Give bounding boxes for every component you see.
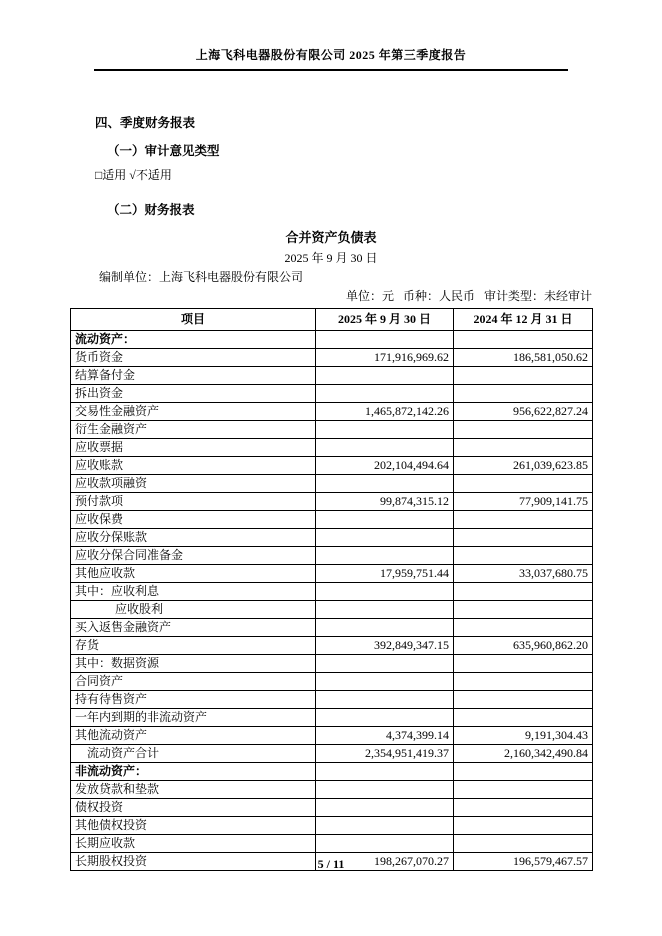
table-row <box>71 835 593 853</box>
item-label-cell: 应收分保合同准备金 <box>71 547 316 565</box>
value-cell-2025-09-30: 99,874,315.12 <box>316 493 454 511</box>
section-label-cell: 流动资产： <box>71 331 316 349</box>
subsection-heading-financial-statements: （二）财务报表 <box>107 203 195 217</box>
table-row <box>71 457 593 475</box>
statement-date: 2025 年 9 月 30 日 <box>284 251 378 265</box>
value-cell-2025-09-30 <box>316 655 454 673</box>
table-header-item: 项目 <box>71 309 316 331</box>
value-cell-2024-12-31 <box>454 673 593 691</box>
value-cell-2024-12-31 <box>454 547 593 565</box>
item-label-cell: 应收款项融资 <box>71 475 316 493</box>
item-label-cell: 其他债权投资 <box>71 817 316 835</box>
value-cell-2025-09-30: 392,849,347.15 <box>316 637 454 655</box>
page-content <box>0 113 662 871</box>
table-row <box>71 385 593 403</box>
table-row <box>71 727 593 745</box>
item-label-cell: 结算备付金 <box>71 367 316 385</box>
value-cell-2025-09-30 <box>316 475 454 493</box>
table-row <box>71 619 593 637</box>
value-cell-2024-12-31 <box>454 331 593 349</box>
value-cell-2024-12-31 <box>454 655 593 673</box>
table-header-2024-12-31: 2024 年 12 月 31 日 <box>454 309 593 331</box>
value-cell-2024-12-31 <box>454 709 593 727</box>
value-cell-2025-09-30: 202,104,494.64 <box>316 457 454 475</box>
table-row <box>71 799 593 817</box>
table-row <box>71 367 593 385</box>
value-cell-2025-09-30 <box>316 835 454 853</box>
balance-sheet-table <box>70 308 593 871</box>
item-label-cell: 其中：应收利息 <box>71 583 316 601</box>
value-cell-2024-12-31: 77,909,141.75 <box>454 493 593 511</box>
value-cell-2025-09-30 <box>316 619 454 637</box>
value-cell-2025-09-30 <box>316 709 454 727</box>
value-cell-2024-12-31 <box>454 511 593 529</box>
subsection-heading-audit-opinion-type: （一）审计意见类型 <box>107 144 220 158</box>
item-label-cell: 存货 <box>71 637 316 655</box>
value-cell-2024-12-31: 9,191,304.43 <box>454 727 593 745</box>
table-row <box>71 493 593 511</box>
item-label-cell: 债权投资 <box>71 799 316 817</box>
table-row <box>71 655 593 673</box>
value-cell-2024-12-31 <box>454 799 593 817</box>
value-cell-2025-09-30 <box>316 763 454 781</box>
item-label-cell: 应收分保账款 <box>71 529 316 547</box>
table-row <box>71 439 593 457</box>
value-cell-2024-12-31 <box>454 835 593 853</box>
item-label-cell: 持有待售资产 <box>71 691 316 709</box>
table-row <box>71 511 593 529</box>
value-cell-2025-09-30 <box>316 799 454 817</box>
item-label-cell: 流动资产合计 <box>71 745 316 763</box>
value-cell-2025-09-30 <box>316 331 454 349</box>
value-cell-2024-12-31: 261,039,623.85 <box>454 457 593 475</box>
table-row <box>71 547 593 565</box>
item-label-cell: 长期应收款 <box>71 835 316 853</box>
item-label-cell: 发放贷款和垫款 <box>71 781 316 799</box>
value-cell-2024-12-31 <box>454 691 593 709</box>
table-row <box>71 529 593 547</box>
value-cell-2024-12-31 <box>454 601 593 619</box>
unit-currency-audit-line: 单位：元 币种：人民币 审计类型：未经审计 <box>345 289 592 303</box>
table-header-row <box>71 309 593 331</box>
item-label-cell: 其他应收款 <box>71 565 316 583</box>
table-row <box>71 565 593 583</box>
value-cell-2024-12-31: 956,622,827.24 <box>454 403 593 421</box>
value-cell-2025-09-30 <box>316 367 454 385</box>
value-cell-2025-09-30 <box>316 601 454 619</box>
table-row <box>71 709 593 727</box>
value-cell-2025-09-30 <box>316 439 454 457</box>
table-row <box>71 817 593 835</box>
value-cell-2025-09-30: 4,374,399.14 <box>316 727 454 745</box>
value-cell-2025-09-30: 1,465,872,142.26 <box>316 403 454 421</box>
table-row <box>71 601 593 619</box>
value-cell-2024-12-31 <box>454 817 593 835</box>
value-cell-2025-09-30 <box>316 583 454 601</box>
value-cell-2024-12-31 <box>454 763 593 781</box>
table-header-2025-09-30: 2025 年 9 月 30 日 <box>316 309 454 331</box>
item-label-cell: 货币资金 <box>71 349 316 367</box>
section-label-cell: 非流动资产： <box>71 763 316 781</box>
value-cell-2025-09-30: 17,959,751.44 <box>316 565 454 583</box>
value-cell-2025-09-30 <box>316 529 454 547</box>
value-cell-2025-09-30 <box>316 691 454 709</box>
table-body <box>71 331 593 871</box>
value-cell-2025-09-30: 171,916,969.62 <box>316 349 454 367</box>
value-cell-2024-12-31 <box>454 421 593 439</box>
prepared-by-line: 编制单位：上海飞科电器股份有限公司 <box>99 270 304 284</box>
report-title: 上海飞科电器股份有限公司 2025 年第三季度报告 <box>195 48 467 62</box>
item-label-cell: 长期股权投资 <box>71 853 316 871</box>
table-row <box>71 583 593 601</box>
value-cell-2024-12-31 <box>454 781 593 799</box>
value-cell-2024-12-31: 2,160,342,490.84 <box>454 745 593 763</box>
value-cell-2025-09-30 <box>316 781 454 799</box>
value-cell-2024-12-31 <box>454 583 593 601</box>
audit-applicability-line: □适用 √不适用 <box>95 168 172 182</box>
page-number: 5 / 11 <box>317 857 345 871</box>
item-label-cell: 合同资产 <box>71 673 316 691</box>
item-label-cell: 应收保费 <box>71 511 316 529</box>
table-row <box>71 475 593 493</box>
section-row <box>71 763 593 781</box>
value-cell-2025-09-30 <box>316 547 454 565</box>
item-label-cell: 应收账款 <box>71 457 316 475</box>
page-footer <box>0 857 662 872</box>
value-cell-2025-09-30 <box>316 385 454 403</box>
table-row <box>71 403 593 421</box>
item-label-cell: 拆出资金 <box>71 385 316 403</box>
table-row <box>71 781 593 799</box>
value-cell-2024-12-31 <box>454 439 593 457</box>
table-row <box>71 745 593 763</box>
value-cell-2024-12-31: 196,579,467.57 <box>454 853 593 871</box>
page-header <box>94 0 568 71</box>
value-cell-2025-09-30 <box>316 673 454 691</box>
value-cell-2024-12-31 <box>454 367 593 385</box>
section-heading-quarterly-financial-statements: 四、季度财务报表 <box>95 116 196 130</box>
table-row <box>71 349 593 367</box>
value-cell-2025-09-30 <box>316 817 454 835</box>
section-row <box>71 331 593 349</box>
value-cell-2024-12-31 <box>454 385 593 403</box>
table-row <box>71 691 593 709</box>
item-label-cell: 应收票据 <box>71 439 316 457</box>
value-cell-2024-12-31: 635,960,862.20 <box>454 637 593 655</box>
value-cell-2024-12-31 <box>454 475 593 493</box>
value-cell-2025-09-30 <box>316 421 454 439</box>
table-row <box>71 637 593 655</box>
value-cell-2025-09-30: 198,267,070.27 <box>316 853 454 871</box>
item-label-cell: 衍生金融资产 <box>71 421 316 439</box>
item-label-cell: 一年内到期的非流动资产 <box>71 709 316 727</box>
table-row <box>71 673 593 691</box>
item-label-cell: 其中：数据资源 <box>71 655 316 673</box>
item-label-cell: 买入返售金融资产 <box>71 619 316 637</box>
value-cell-2024-12-31: 33,037,680.75 <box>454 565 593 583</box>
value-cell-2024-12-31: 186,581,050.62 <box>454 349 593 367</box>
value-cell-2024-12-31 <box>454 619 593 637</box>
item-label-cell: 交易性金融资产 <box>71 403 316 421</box>
item-label-cell: 预付款项 <box>71 493 316 511</box>
table-row <box>71 421 593 439</box>
value-cell-2024-12-31 <box>454 529 593 547</box>
item-label-cell: 其他流动资产 <box>71 727 316 745</box>
item-label-cell: 应收股利 <box>71 601 316 619</box>
value-cell-2025-09-30: 2,354,951,419.37 <box>316 745 454 763</box>
statement-title: 合并资产负债表 <box>285 230 377 245</box>
value-cell-2025-09-30 <box>316 511 454 529</box>
